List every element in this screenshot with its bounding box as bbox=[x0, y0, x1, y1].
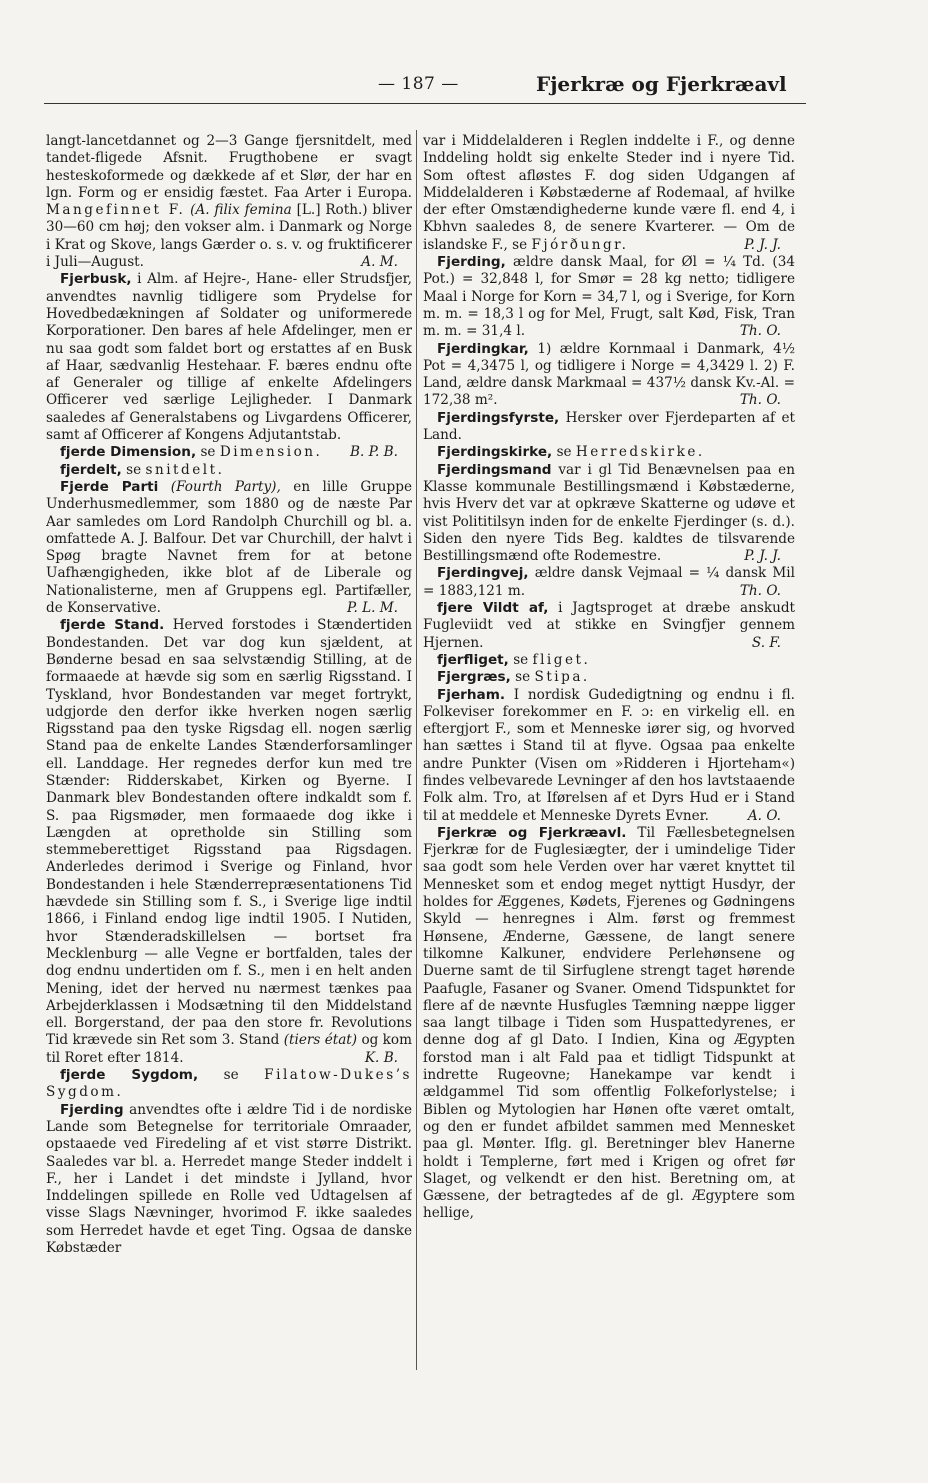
entry-fjerkrae: Fjerkræ og Fjerkræavl. Til Fællesbetegnelsen Fjerkræ for de Fuglesiægter, der i umindelige Tider saa godt som hele Verden over har været knyttet til Mennesket som et endog meget nyttigt Husdyr, der holdes for Æggenes, Kødets, Fjerenes og Gødningens Skyld — henregnes i Alm. først og fremmest Hønsene, Ænderne, Gæssene, de langt senere tilkomne Kalkuner, endvidere Perlehønsene og Duerne samt de til Sirfuglene strengt taget hørende Paafugle, Fasaner og Svaner. Omend Tidspunktet for flere af de nævnte Husfugles Tæmning næppe ligger saa langt tilbage i Tiden som Huspattedyrenes, er denne dog af gl Dato. I Indien, Kina og Ægypten forstod man i alt Fald paa et tidligt Tidspunkt at indrette Rugeovne; Hanekampe var kendt i ældgammel Tid som offentlig Folkeforlystelse; i Biblen og Mytologien har Hønen ofte været omtalt, og den er fundet afbildet sammen med Mennesket paa gl. Mønter. Iflg. gl. Beretninger blev Hanerne holdt i Templerne, ført med i Krigen og ofret før Slaget, og velkendt er den hist. Beretning om, at Gæssene, der betragtedes af de gl. Ægyptere som hellige, bbox=[423, 824, 795, 1222]
entry-fjere-vildt: fjere Vildt af, i Jagtsproget at dræbe anskudt Fugleviidt ved at stikke en Svingfjer gennem Hjernen. S. F. bbox=[423, 600, 795, 651]
entry-fjerde-dimension: fjerde Dimension, se Dimension. bbox=[60, 444, 323, 461]
entry-headword: fjerde Stand. bbox=[60, 617, 165, 634]
author-signature: P. J. J. bbox=[744, 548, 781, 565]
entry-headword: fjere Vildt af, bbox=[437, 600, 549, 617]
author-signature: Th. O. bbox=[739, 323, 781, 340]
author-signature: B. P. B. bbox=[350, 444, 398, 461]
entry-headword: Fjerham. bbox=[437, 686, 506, 703]
header-rule bbox=[44, 103, 806, 104]
entry-headword: Fjerkræ og Fjerkræavl. bbox=[437, 824, 627, 841]
column-divider bbox=[416, 130, 417, 1370]
entry-headword: fjerde Dimension, bbox=[60, 444, 197, 461]
author-signature: A. O. bbox=[747, 807, 781, 824]
author-signature: A. M. bbox=[361, 254, 398, 271]
entry-headword: fjerde Sygdom, bbox=[60, 1067, 199, 1084]
entry-headword: Fjerbusk, bbox=[60, 271, 132, 288]
entry-continuation: langt-lancetdannet og 2—3 Gange fjersnitdelt, med tandet-fligede Afsnit. Frugthobene er svagt hesteskoformede og dækkede af et Slør, der har en lgn. Form og er ensidig fæstet. Faa Arter i Europa. Mangefinnet F. (A. filix femina [L.] Roth.) bliver 30—60 cm høj; den vokser alm. i Danmark og Norge i Krat og Skove, langs Gærder o. s. v. og fruktificerer i Juli—August. A. M. bbox=[46, 133, 412, 271]
entry-headword: fjerdelt, bbox=[60, 461, 122, 478]
entry-headword: Fjerdingskirke, bbox=[437, 444, 553, 461]
page-number: — 187 — bbox=[378, 74, 459, 94]
author-signature: P. J. J. bbox=[744, 236, 781, 253]
entry-headword: fjerfliget, bbox=[437, 651, 509, 668]
entry-headword: Fjergræs, bbox=[437, 669, 511, 686]
right-column bbox=[423, 133, 795, 1393]
author-signature: P. L. M. bbox=[347, 600, 398, 617]
entry-fjerde-stand: fjerde Stand. Herved forstodes i Stændertiden Bondestanden. Det var dog kun sjældent, at Bønderne besad en saa selvstændig Stilling, at de formaaede at hævde sig som en særlig Rigsstand. I Tyskland, hvor Bondestanden var meget fortrykt, udgjorde den derfor ikke hverken nogen særlig Rigsstand paa den tyske Rigsdag ell. nogen særlig Stand paa de enkelte Landes Stænderforsamlinger ell. Landdage. Her regnedes derfor kun med tre Stænder: Ridderskabet, Kirken og Byerne. I Danmark blev Bondestanden oftere indkaldt som f. S. paa Rigsmøder, men formaaede dog ikke i Længden at opretholde sin Stilling som stemmeberettiget Rigsstand paa Rigsdagen. Anderledes derimod i Sverige og Finland, hvor Bondestanden i hele Stænderrepræsentationens Tid hævdede sin Stilling som f. S., i Sverige lige indtil 1866, i Finland endog lige indtil 1905. I Nutiden, hvor Stænderadskillelsen — bortset fra Mecklenburg — alle Vegne er bortfalden, tales der dog endnu undertiden om f. S., men i en helt anden Mening, idet der herved nu nærmest tænkes paa Arbejderklassen i Modsætning til den Middelstand ell. Borgerstand, der paa den store fr. Revolutions Tid krævede sin Ret som 3. Stand (tiers état) og kom til Roret efter 1814. K. B. bbox=[46, 617, 412, 1066]
entry-fjerbusk: Fjerbusk, i Alm. af Hejre-, Hane- eller Strudsfjer, anvendtes navnlig tidligere som Prydelse for Hovedbedækningen af Soldater og uniformerede Korporationer. Den bares af hele Afdelinger, men er nu saa godt som faldet bort og erstattes af en Busk af Haar, sædvanlig Hestehaar. F. bæres endnu ofte af Generaler og tillige af enkelte Afdelingers Officerer ved særlige Lejligheder. I Danmark saaledes af Generalstabens og Livgardens Officerer, samt af Officerer af Kongens Adjutantstab. B. P. B. bbox=[46, 271, 412, 461]
entry-fjerding: Fjerding anvendtes ofte i ældre Tid i de nordiske Lande som Betegnelse for territoriale Omraader, opstaaede ved Firedeling af et vist større Distrikt. Saaledes var bl. a. Herredet mange Steder inddelt i F., her i Landet i det mindste i Jylland, hvor Inddelingen spillede en Rolle ved Udtagelsen af visse Slags Nævninger, hvorimod F. ikke saaledes som Herredet havde et eget Ting. Ogsaa de danske Købstæder bbox=[46, 1101, 412, 1256]
author-signature: Th. O. bbox=[739, 582, 781, 599]
entry-headword: Fjerdingvej, bbox=[437, 565, 529, 582]
author-signature: S. F. bbox=[751, 634, 781, 651]
cross-reference: fliget. bbox=[532, 651, 591, 668]
cross-reference: Dimension. bbox=[219, 444, 323, 461]
left-column bbox=[46, 133, 412, 1393]
entry-fjerfliget: fjerfliget, se fliget. bbox=[437, 651, 591, 668]
entry-headword: Fjerding bbox=[60, 1101, 124, 1118]
entry-fjerding-maal: Fjerding, ældre dansk Maal, for Øl = ¼ Td. (34 Pot.) = 32,848 l, for Smør = 28 kg netto; tidligere Maal i Norge for Korn = 34,7 l, og i Sverige, for Korn m. m. = 18,3 l og for Mel, Frugt, salt Kød, Fisk, Tran m. m. = 31,4 l. Th. O. bbox=[423, 254, 795, 340]
cross-reference: Filatow-Dukes’s Sygdom. bbox=[46, 1067, 412, 1101]
entry-headword: Fjerdingsfyrste, bbox=[437, 409, 560, 426]
entry-fjerdingkar: Fjerdingkar, 1) ældre Kornmaal i Danmark, 4½ Pot = 4,3475 l, og tidligere i Norge = 4,3429 l. 2) F. Land, ældre dansk Markmaal = 437½ dansk Kv.-Al. = 172,38 m². Th. O. bbox=[423, 340, 795, 409]
entry-fjerham: Fjerham. I nordisk Gudedigtning og endnu i fl. Folkeviser forekommer en F. ɔ: en virkelig ell. en eftergjort F., som et Menneske iører sig, og hvorved han sættes i Stand til at flyve. Ogsaa paa enkelte andre Punkter (Visen om »Ridderen i Hjorteham«) findes velbevarede Levninger af den hos lavtstaaende Folk alm. Tro, at Iførelsen af et Dyrs Hud er i Stand til at meddele et Menneske Dyrets Evner. A. O. bbox=[423, 686, 795, 824]
entry-headword: Fjerdingkar, bbox=[437, 340, 529, 357]
entry-headword: Fjerdingsmand bbox=[437, 461, 552, 478]
entry-fjerdingsmand: Fjerdingsmand var i gl Tid Benævnelsen paa en Klasse kommunale Bestillingsmænd i Købstæderne, hvis Hverv det var at opkræve Skatterne og udøve et vist Polititilsyn inden for de enkelte Fjerdinger (s. d.). Siden den nyere Tids Beg. kaldtes de tilsvarende Bestillingsmænd ofte Rodemestre. P. J. J. bbox=[423, 461, 795, 565]
author-signature: K. B. bbox=[364, 1049, 398, 1066]
entry-fjerdingvej: Fjerdingvej, ældre dansk Vejmaal = ¼ dansk Mil = 1883,121 m. Th. O. bbox=[423, 565, 795, 599]
entry-fjerdingsfyrste: Fjerdingsfyrste, Hersker over Fjerdeparten af et Land. bbox=[423, 409, 795, 444]
entry-fjerde-parti: Fjerde Parti (Fourth Party), en lille Gruppe Underhusmedlemmer, som 1880 og de næste Par Aar samledes om Lord Randolph Churchill og bl. a. omfattede A. J. Balfour. Det var Churchill, der halvt i Spøg bragte Navnet frem for at betone Uafhængigheden, ikke blot af de Liberale og Nationalisterne, men af Gruppens egl. Partifæller, de Konservative. P. L. M. bbox=[46, 478, 412, 617]
entry-continuation: var i Middelalderen i Reglen inddelte i F., og denne Inddeling holdt sig enkelte Steder ind i nyere Tid. Som oftest afløstes F. dog siden Udgangen af Middelalderen i Købstæderne af Rodemaal, af hvilke der efter Omstændighederne kunde være fl. end 4, i Kbhvn saaledes 8, de senere Kvarterer. — Om de islandske F., se Fjórðungr. P. J. J. bbox=[423, 133, 795, 253]
running-title: Fjerkræ og Fjerkræavl bbox=[536, 72, 787, 96]
author-signature: Th. O. bbox=[739, 392, 781, 409]
cross-reference: Fjórðungr. bbox=[531, 236, 629, 253]
entry-headword: Fjerding, bbox=[437, 254, 506, 271]
entry-fjerdingskirke: Fjerdingskirke, se Herredskirke. bbox=[437, 444, 705, 461]
entry-headword: Fjerde Parti bbox=[60, 478, 159, 495]
entry-fjerde-sygdom: fjerde Sygdom, se Filatow-Dukes’s Sygdom. bbox=[46, 1067, 412, 1101]
entry-fjergraes: Fjergræs, se Stipa. bbox=[437, 669, 590, 686]
cross-reference: Stipa. bbox=[534, 669, 590, 686]
entry-fjerdelt: fjerdelt, se snitdelt. bbox=[60, 461, 225, 478]
cross-reference: snitdelt. bbox=[145, 461, 225, 478]
cross-reference: Herredskirke. bbox=[575, 444, 705, 461]
